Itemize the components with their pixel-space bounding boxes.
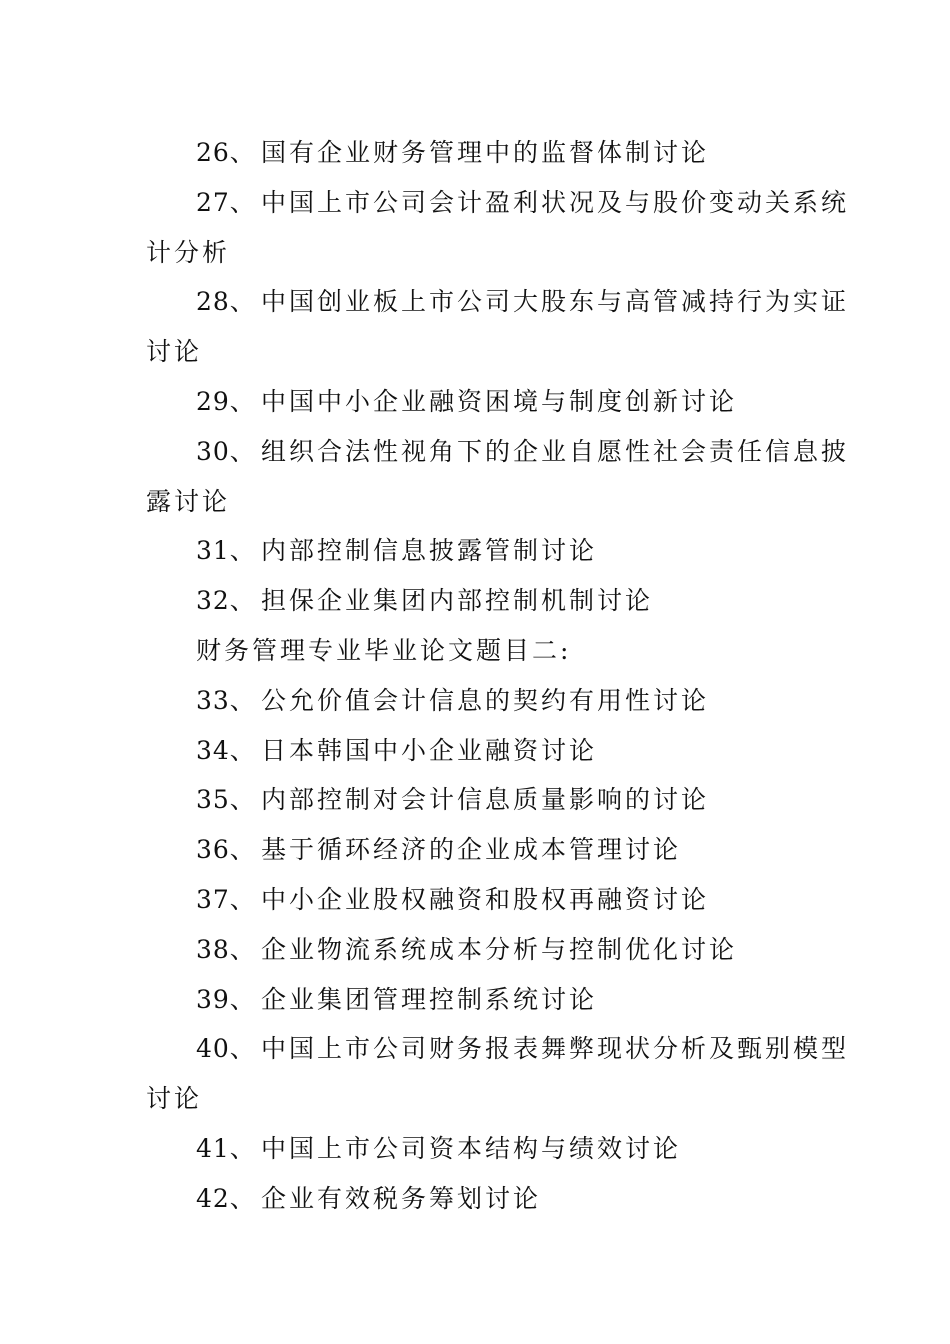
topic-item xyxy=(146,178,850,228)
topic-item xyxy=(146,128,806,178)
topic-number: 41、 xyxy=(196,1133,256,1163)
topic-item xyxy=(146,825,806,875)
topic-number: 29、 xyxy=(196,386,256,416)
topic-number: 26、 xyxy=(196,138,256,167)
topic-text: 中国中小企业融资困境与制度创新讨论 xyxy=(261,386,738,416)
topic-number: 28、 xyxy=(196,287,256,317)
topic-item xyxy=(146,676,806,726)
thesis-topic-list xyxy=(146,128,850,1224)
section-heading: 财务管理专业毕业论文题目二: xyxy=(196,635,572,665)
topic-text: 日本韩国中小企业融资讨论 xyxy=(261,735,598,765)
topic-continuation: 讨论 xyxy=(146,337,203,367)
topic-continuation: 讨论 xyxy=(146,1084,203,1114)
topic-text: 担保企业集团内部控制机制讨论 xyxy=(261,586,654,616)
topic-item xyxy=(146,875,806,925)
topic-number: 40、 xyxy=(196,1034,256,1064)
topic-item xyxy=(146,775,806,825)
topic-number: 37、 xyxy=(196,884,256,914)
topic-item xyxy=(146,576,806,626)
topic-number: 35、 xyxy=(196,785,256,815)
topic-number: 39、 xyxy=(196,984,256,1014)
topic-text: 中国上市公司财务报表舞弊现状分析及甄别模型 xyxy=(261,1034,850,1064)
topic-number: 38、 xyxy=(196,934,256,964)
topic-item xyxy=(146,1174,806,1224)
topic-item xyxy=(146,427,850,477)
topic-text: 基于循环经济的企业成本管理讨论 xyxy=(261,835,682,865)
topic-item xyxy=(146,925,806,975)
topic-number: 32、 xyxy=(196,586,256,616)
topic-number: 33、 xyxy=(196,685,256,715)
topic-text: 内部控制信息披露管制讨论 xyxy=(261,536,598,566)
topic-item xyxy=(146,1024,850,1074)
topic-number: 31、 xyxy=(196,536,256,566)
topic-text: 国有企业财务管理中的监督体制讨论 xyxy=(261,138,710,167)
topic-item xyxy=(146,277,850,327)
topic-text: 组织合法性视角下的企业自愿性社会责任信息披 xyxy=(261,436,850,466)
topic-text: 企业物流系统成本分析与控制优化讨论 xyxy=(261,934,738,964)
topic-text: 中小企业股权融资和股权再融资讨论 xyxy=(261,884,710,914)
topic-item xyxy=(146,377,806,427)
topic-item xyxy=(146,1124,806,1174)
topic-continuation: 计分析 xyxy=(146,237,231,267)
topic-item xyxy=(146,975,806,1025)
topic-number: 27、 xyxy=(196,187,256,217)
topic-text: 中国上市公司资本结构与绩效讨论 xyxy=(261,1133,682,1163)
topic-number: 42、 xyxy=(196,1183,256,1213)
topic-text: 公允价值会计信息的契约有用性讨论 xyxy=(261,685,710,715)
topic-continuation: 露讨论 xyxy=(146,486,231,516)
topic-number: 34、 xyxy=(196,735,256,765)
topic-text: 中国上市公司会计盈利状况及与股价变动关系统 xyxy=(261,187,850,217)
topic-item xyxy=(146,726,806,776)
topic-number: 30、 xyxy=(196,436,256,466)
topic-number: 36、 xyxy=(196,835,256,865)
topic-text: 内部控制对会计信息质量影响的讨论 xyxy=(261,785,710,815)
topic-text: 企业有效税务筹划讨论 xyxy=(261,1183,542,1213)
topic-item xyxy=(146,526,806,576)
topic-text: 企业集团管理控制系统讨论 xyxy=(261,984,598,1014)
topic-text: 中国创业板上市公司大股东与高管减持行为实证 xyxy=(261,287,850,317)
